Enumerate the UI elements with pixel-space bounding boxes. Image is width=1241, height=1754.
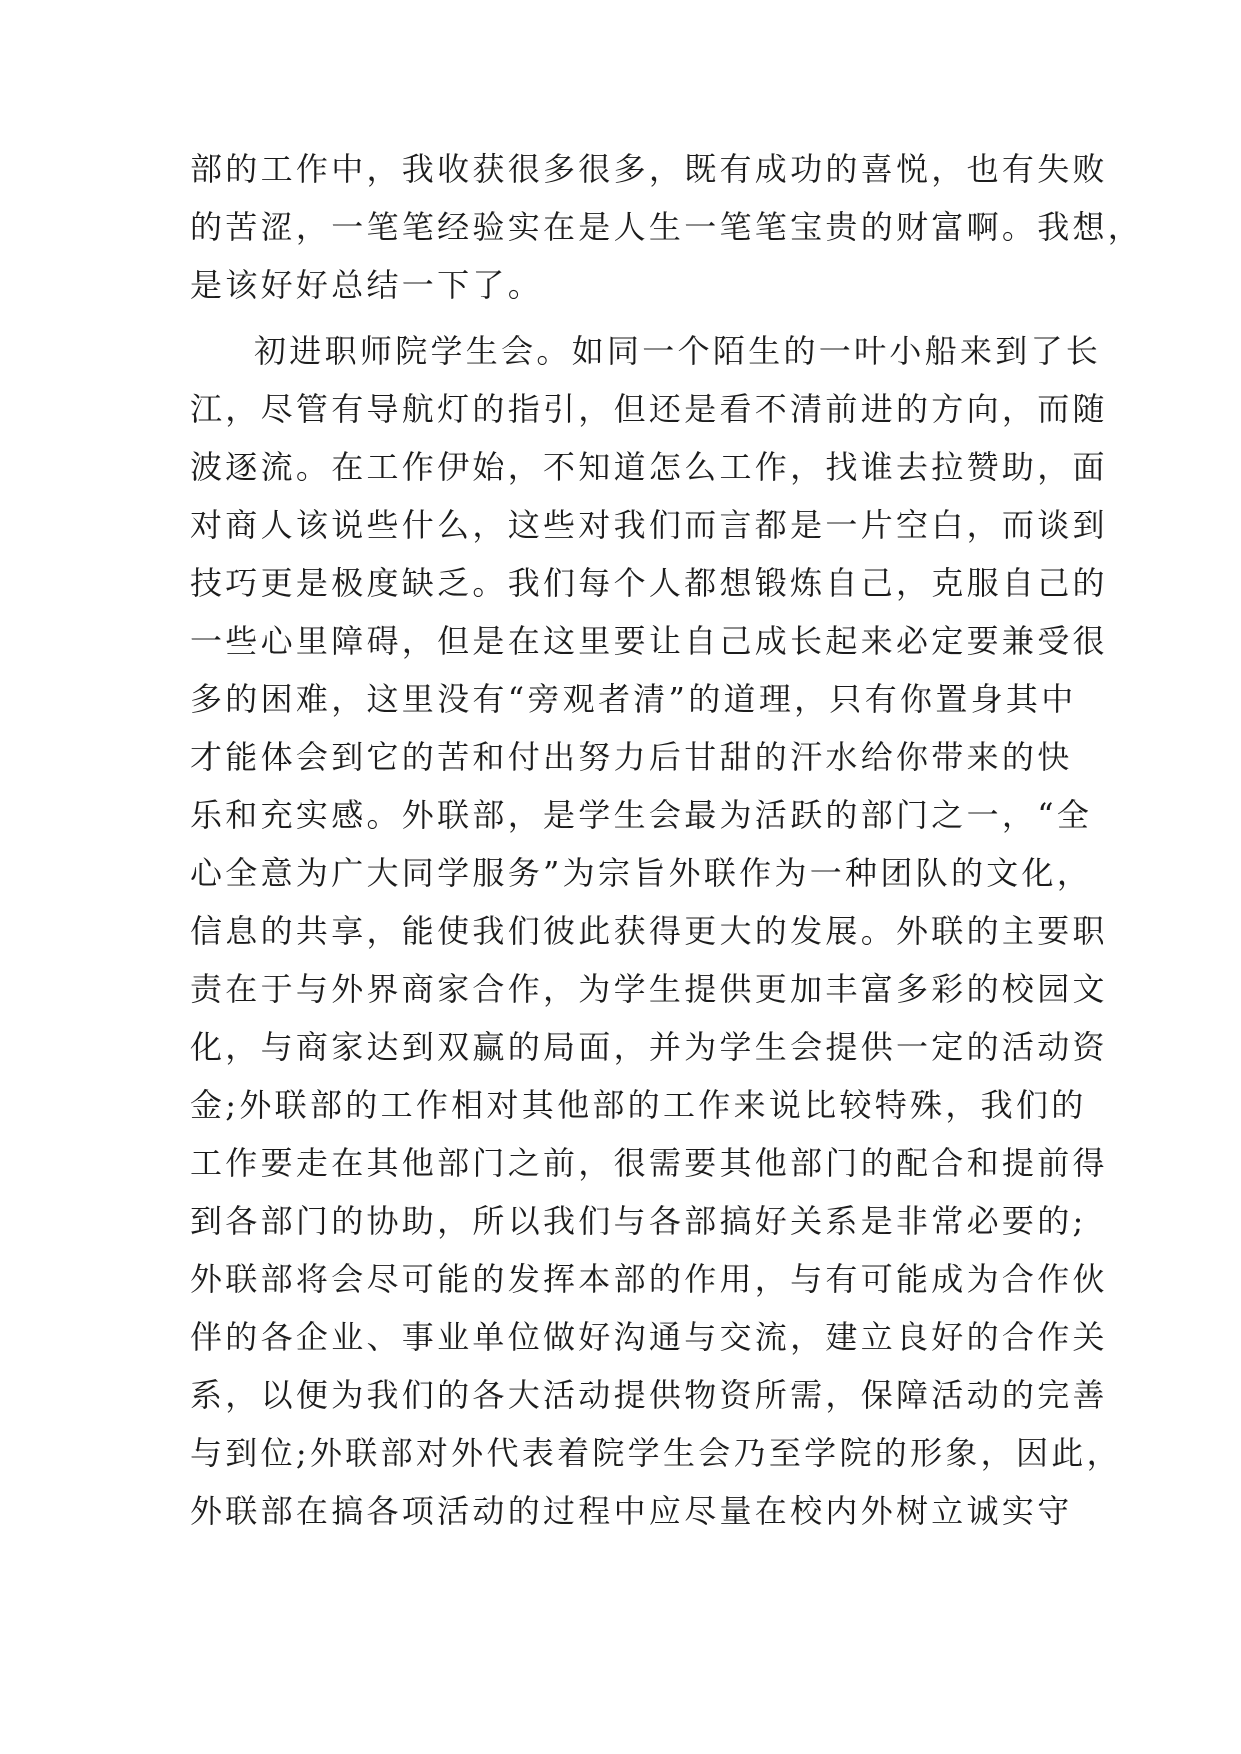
text-line: 技巧更是极度缺乏。我们每个人都想锻炼自己，克服自己的 — [190, 564, 1108, 602]
paragraph-spacer — [190, 314, 1070, 322]
text-line: 外联部将会尽可能的发挥本部的作用，与有可能成为合作伙 — [190, 1260, 1108, 1298]
text-line: 多的困难，这里没有“旁观者清”的道理，只有你置身其中 — [190, 680, 1077, 718]
text-line: 部的工作中，我收获很多很多，既有成功的喜悦，也有失败 — [190, 150, 1108, 188]
text-line: 是该好好总结一下了。 — [190, 266, 544, 304]
text-line: 与到位;外联部对外代表着院学生会乃至学院的形象，因此， — [190, 1434, 1122, 1472]
text-line: 对商人该说些什么，这些对我们而言都是一片空白，而谈到 — [190, 506, 1108, 544]
text-line: 初进职师院学生会。如同一个陌生的一叶小船来到了长 — [254, 332, 1102, 370]
text-line: 江，尽管有导航灯的指引，但还是看不清前进的方向，而随 — [190, 390, 1108, 428]
text-line: 工作要走在其他部门之前，很需要其他部门的配合和提前得 — [190, 1144, 1108, 1182]
body-text — [190, 140, 1144, 1540]
text-line: 金;外联部的工作相对其他部的工作来说比较特殊，我们的 — [190, 1086, 1087, 1124]
text-line: 系，以便为我们的各大活动提供物资所需，保障活动的完善 — [190, 1376, 1108, 1414]
text-line: 伴的各企业、事业单位做好沟通与交流，建立良好的合作关 — [190, 1318, 1108, 1356]
text-line: 一些心里障碍，但是在这里要让自己成长起来必定要兼受很 — [190, 622, 1108, 660]
text-line: 的苦涩，一笔笔经验实在是人生一笔笔宝贵的财富啊。我想， — [190, 208, 1144, 246]
text-line: 信息的共享，能使我们彼此获得更大的发展。外联的主要职 — [190, 912, 1108, 950]
text-line: 化，与商家达到双赢的局面，并为学生会提供一定的活动资 — [190, 1028, 1108, 1066]
text-line: 乐和充实感。外联部，是学生会最为活跃的部门之一，“全 — [190, 796, 1093, 834]
text-line: 到各部门的协助，所以我们与各部搞好关系是非常必要的; — [190, 1202, 1087, 1240]
text-line: 波逐流。在工作伊始，不知道怎么工作，找谁去拉赞助，面 — [190, 448, 1108, 486]
text-line: 才能体会到它的苦和付出努力后甘甜的汗水给你带来的快 — [190, 738, 1073, 776]
text-line: 责在于与外界商家合作，为学生提供更加丰富多彩的校园文 — [190, 970, 1108, 1008]
text-line: 心全意为广大同学服务”为宗旨外联作为一种团队的文化， — [190, 854, 1093, 892]
text-line: 外联部在搞各项活动的过程中应尽量在校内外树立诚实守 — [190, 1492, 1073, 1530]
paragraph-2 — [190, 322, 1122, 1540]
paragraph-1 — [190, 140, 1144, 314]
